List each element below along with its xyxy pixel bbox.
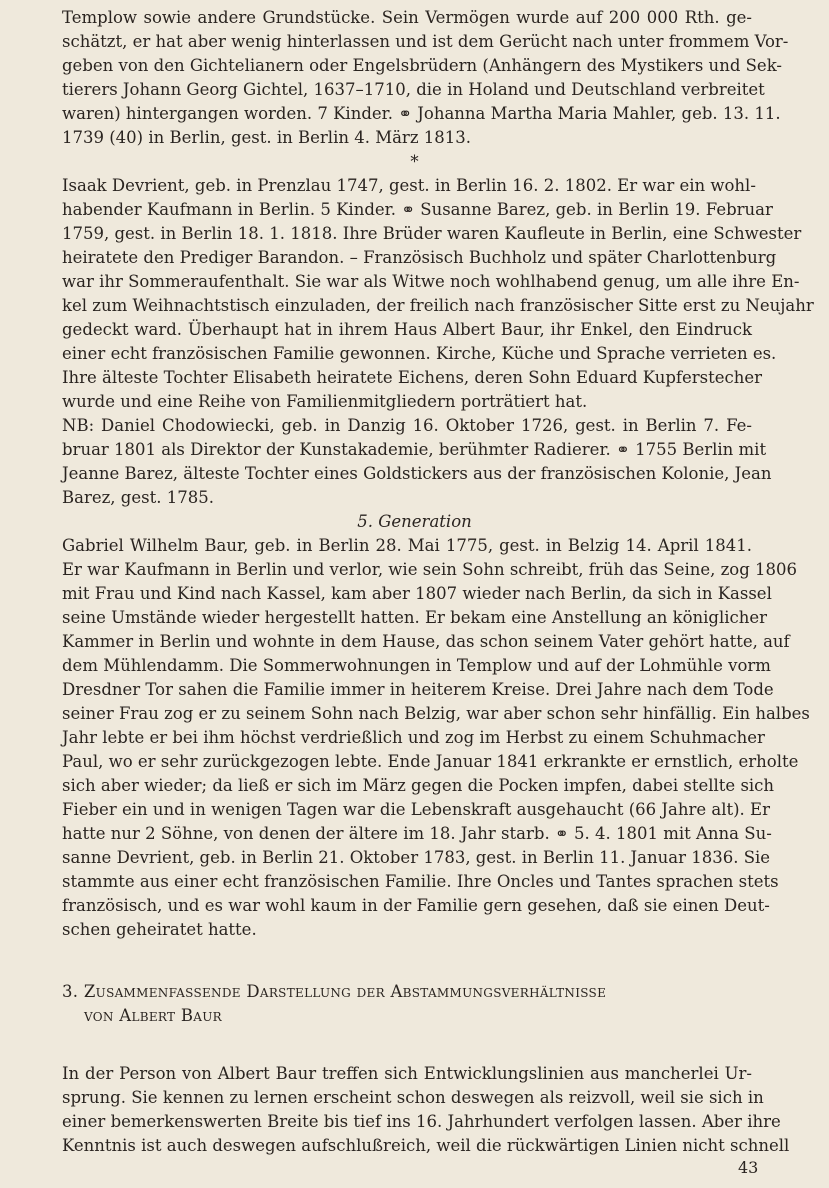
text-line: dem Mühlendamm. Die Sommerwohnungen in Templow und auf der Lohmühle vorm bbox=[62, 656, 771, 675]
text-line: habender Kaufmann in Berlin. 5 Kinder. ⚭ Susanne Barez, geb. in Berlin 19. Februar bbox=[62, 200, 773, 219]
section-heading: 5. Generation bbox=[357, 512, 472, 531]
text-line: bruar 1801 als Direktor der Kunstakademie, berühmter Radierer. ⚭ 1755 Berlin mit bbox=[62, 440, 767, 459]
text-line: sprung. Sie kennen zu lernen erscheint schon deswegen als reizvoll, weil sie sich in bbox=[62, 1088, 764, 1107]
chapter-heading-line-2: von Albert Baur bbox=[84, 1006, 223, 1025]
text-line: Er war Kaufmann in Berlin und verlor, wie sein Sohn schreibt, früh das Seine, zog 1806 bbox=[62, 560, 798, 579]
text-line: gedeckt ward. Überhaupt hat in ihrem Haus Albert Baur, ihr Enkel, den Eindruck bbox=[62, 320, 752, 339]
text-line: war ihr Sommeraufenthalt. Sie war als Witwe noch wohlhabend genug, um alle ihre En- bbox=[62, 272, 800, 291]
text-line: waren) hintergangen worden. 7 Kinder. ⚭ Johanna Martha Maria Mahler, geb. 13. 11. bbox=[62, 104, 781, 123]
text-line: Paul, wo er sehr zurückgezogen lebte. Ende Januar 1841 erkrankte er ernstlich, erholte bbox=[62, 752, 799, 771]
text-line: In der Person von Albert Baur treffen sich Entwicklungslinien aus mancherlei Ur- bbox=[62, 1064, 752, 1083]
text-line: Ihre älteste Tochter Elisabeth heiratete Eichens, deren Sohn Eduard Kupferstecher bbox=[62, 368, 763, 387]
text-line: sich aber wieder; da ließ er sich im März gegen die Pocken impfen, dabei stellte sich bbox=[62, 776, 775, 795]
text-line: stammte aus einer echt französischen Familie. Ihre Oncles und Tantes sprachen stets bbox=[62, 872, 779, 891]
text-line: sanne Devrient, geb. in Berlin 21. Oktober 1783, gest. in Berlin 11. Januar 1836. Sie bbox=[62, 848, 771, 867]
text-line: seiner Frau zog er zu seinem Sohn nach Belzig, war aber schon sehr hinfällig. Ein halbes bbox=[62, 704, 810, 723]
text-line: einer echt französischen Familie gewonnen. Kirche, Küche und Sprache verrieten es. bbox=[62, 344, 777, 363]
text-line: kel zum Weihnachtstisch einzuladen, der freilich nach französischer Sitte erst zu Neujahr bbox=[62, 296, 814, 315]
chapter-heading-line-1: 3. Zusammenfassende Darstellung der Abstammungsverhältnisse bbox=[62, 982, 607, 1001]
text-line: mit Frau und Kind nach Kassel, kam aber 1807 wieder nach Berlin, da sich in Kassel bbox=[62, 584, 772, 603]
text-line: seine Umstände wieder hergestellt hatten. Er bekam eine Anstellung an königlicher bbox=[62, 608, 768, 627]
text-line: hatte nur 2 Söhne, von denen der ältere im 18. Jahr starb. ⚭ 5. 4. 1801 mit Anna Su- bbox=[62, 824, 772, 843]
text-line: Kammer in Berlin und wohnte in dem Hause, das schon seinem Vater gehört hatte, auf bbox=[62, 632, 790, 651]
text-line: geben von den Gichtelianern oder Engelsbrüdern (Anhängern des Mystikers und Sek- bbox=[62, 56, 782, 75]
text-line: Jeanne Barez, älteste Tochter eines Goldstickers aus der französischen Kolonie, Jean bbox=[62, 464, 772, 483]
page-number: 43 bbox=[738, 1158, 759, 1177]
text-line: Isaak Devrient, geb. in Prenzlau 1747, gest. in Berlin 16. 2. 1802. Er war ein wohl- bbox=[62, 176, 756, 195]
text-line: französisch, und es war wohl kaum in der Familie gern gesehen, daß sie einen Deut- bbox=[62, 896, 770, 915]
text-line: Templow sowie andere Grundstücke. Sein Vermögen wurde auf 200 000 Rth. ge- bbox=[62, 8, 752, 27]
text-line: 1739 (40) in Berlin, gest. in Berlin 4. März 1813. bbox=[62, 128, 471, 147]
text-line: einer bemerkenswerten Breite bis tief ins 16. Jahrhundert verfolgen lassen. Aber ihre bbox=[62, 1112, 781, 1131]
text-line: Barez, gest. 1785. bbox=[62, 488, 214, 507]
text-line: Fieber ein und in wenigen Tagen war die Lebenskraft ausgehaucht (66 Jahre alt). Er bbox=[62, 800, 770, 819]
text-line: Jahr lebte er bei ihm höchst verdrießlich und zog im Herbst zu einem Schuhmacher bbox=[62, 728, 765, 747]
text-line: wurde und eine Reihe von Familienmitgliedern porträtiert hat. bbox=[62, 392, 588, 411]
text-line: Kenntnis ist auch deswegen aufschlußreich, weil die rückwärtigen Linien nicht schnell bbox=[62, 1136, 790, 1155]
text-line: schätzt, er hat aber wenig hinterlassen und ist dem Gerücht nach unter frommem Vor- bbox=[62, 32, 789, 51]
text-line: Dresdner Tor sahen die Familie immer in heiterem Kreise. Drei Jahre nach dem Tode bbox=[62, 680, 774, 699]
text-line: 1759, gest. in Berlin 18. 1. 1818. Ihre Brüder waren Kaufleute in Berlin, eine Schwester bbox=[62, 224, 802, 243]
text-line: schen geheiratet hatte. bbox=[62, 920, 257, 939]
text-line: Gabriel Wilhelm Baur, geb. in Berlin 28. Mai 1775, gest. in Belzig 14. April 1841. bbox=[62, 536, 752, 555]
section-separator: * bbox=[410, 152, 419, 171]
text-line: tierers Johann Georg Gichtel, 1637–1710, die in Holand und Deutschland verbreitet bbox=[62, 80, 765, 99]
text-line: NB: Daniel Chodowiecki, geb. in Danzig 16. Oktober 1726, gest. in Berlin 7. Fe- bbox=[62, 416, 752, 435]
text-line: heiratete den Prediger Barandon. – Französisch Buchholz und später Charlottenburg bbox=[62, 248, 777, 267]
